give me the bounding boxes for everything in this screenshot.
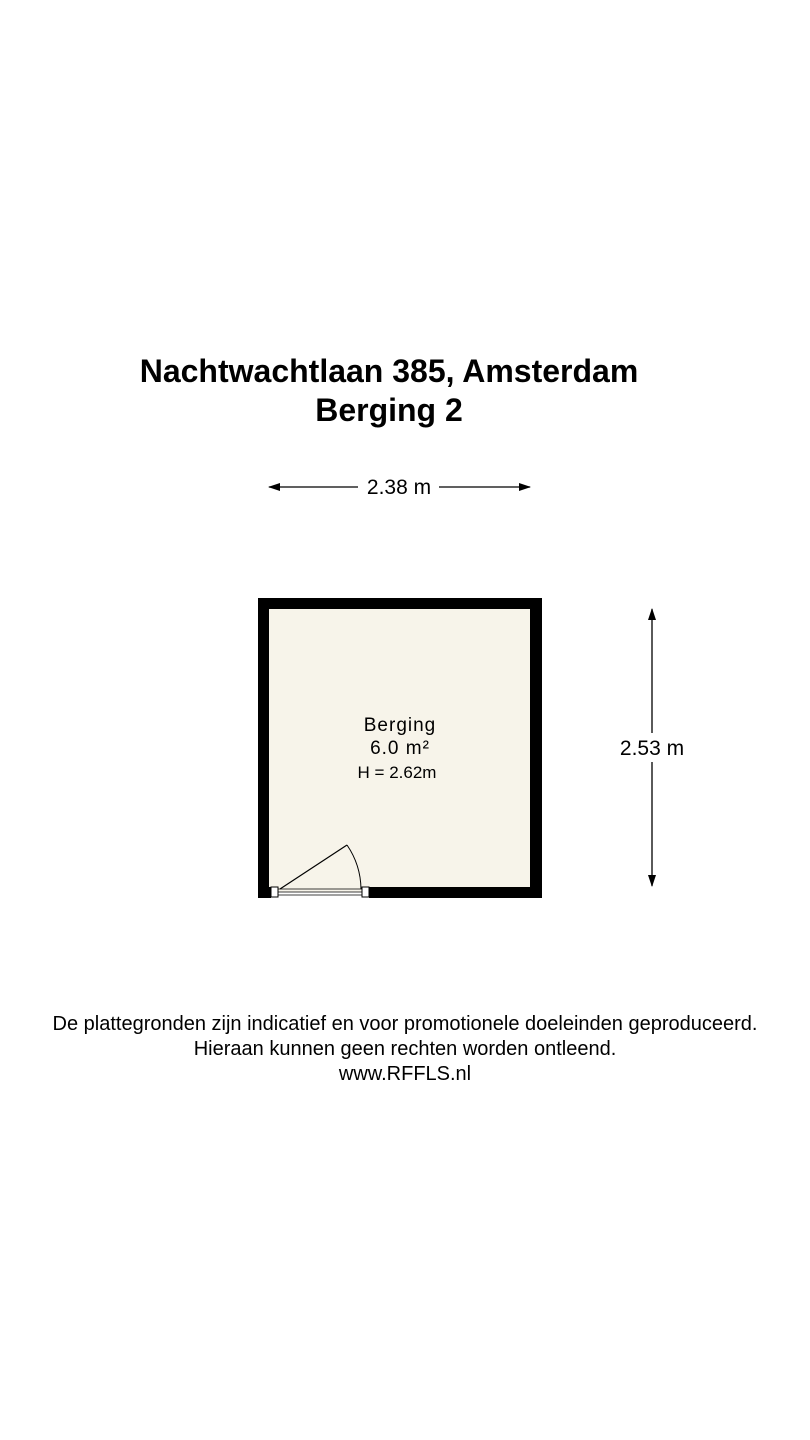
width-dimension-label: 2.38 m [366, 476, 432, 499]
room-area: 6.0 m² [370, 738, 430, 759]
wall-right [530, 598, 542, 898]
depth-dimension-label: 2.53 m [619, 737, 685, 760]
door-jamb-left [271, 887, 278, 897]
wall-left [258, 598, 269, 898]
room-name: Berging [363, 715, 437, 736]
wall-top [258, 598, 542, 609]
width-dimension [269, 476, 530, 499]
address-title: Nachtwachtlaan 385, Amsterdam [139, 353, 639, 389]
wall-bottom-left [258, 887, 271, 898]
door-jamb-right [362, 887, 369, 897]
website-text: www.RFFLS.nl [338, 1063, 472, 1085]
disclaimer-line-2: Hieraan kunnen geen rechten worden ontleend. [193, 1038, 617, 1060]
depth-dimension [620, 609, 684, 886]
room-height: H = 2.62m [357, 763, 437, 782]
disclaimer-line-1: De plattegronden zijn indicatief en voor promotionele doeleinden geproduceerd. [52, 1013, 758, 1035]
wall-bottom-right [369, 887, 542, 898]
unit-title: Berging 2 [315, 392, 463, 428]
